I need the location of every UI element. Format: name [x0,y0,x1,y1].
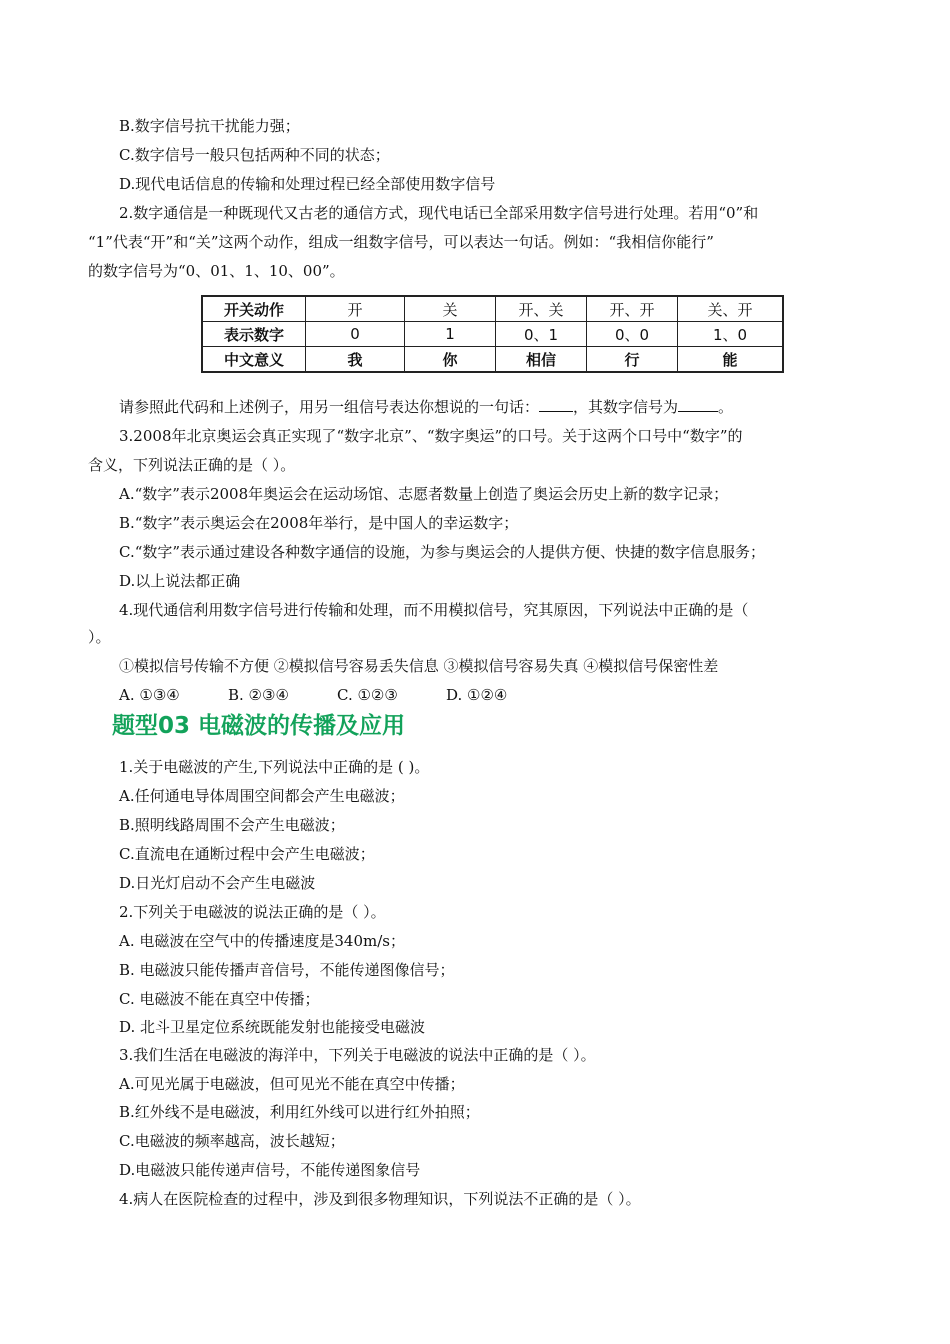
table-cell: 开 [306,296,405,322]
question-2-prompt [119,397,733,417]
table-cell: 能 [678,347,784,373]
table-cell: 你 [405,347,496,373]
section-q3-option-a: A.可见光属于电磁波，但可见光不能在真空中传播； [119,1075,465,1093]
section-q3-option-b: B.红外线不是电磁波，利用红外线可以进行红外拍照； [119,1103,480,1121]
question-3-line-2: 含义，下列说法正确的是（ ）。 [88,456,296,474]
table-cell: 开、关 [496,296,587,322]
table-cell: 开、开 [587,296,678,322]
section-q2-option-c: C. 电磁波不能在真空中传播； [119,990,320,1008]
table-cell: 1 [405,322,496,347]
section-q2-option-d: D. 北斗卫星定位系统既能发射也能接受电磁波 [119,1018,426,1036]
table-cell: 关 [405,296,496,322]
table-cell: 中文意义 [202,347,306,373]
question-2-line-3: 的数字信号为“0、01、1、10、00”。 [88,262,345,280]
section-q1-option-c: C.直流电在通断过程中会产生电磁波； [119,845,375,863]
section-q1-stem: 1.关于电磁波的产生,下列说法中正确的是 ( )。 [119,758,430,776]
option-c: C.数字信号一般只包括两种不同的状态； [119,146,390,164]
table-cell: 开关动作 [202,296,306,322]
table-row-meanings [202,347,783,373]
question-4-choice-b: B. ②③④ [228,686,289,704]
prompt-text-a: 请参照此代码和上述例子，用另一组信号表达你想说的一句话： [119,398,540,416]
table-cell: 我 [306,347,405,373]
table-cell: 相信 [496,347,587,373]
question-3-line-1: 3.2008年北京奥运会真正实现了“数字北京”、“数字奥运”的口号。关于这两个口号中“数字”的 [119,427,743,445]
question-4-choice-a: A. ①③④ [119,686,180,704]
section-q1-option-a: A.任何通电导体周围空间都会产生电磁波； [119,787,405,805]
question-4-line-1: 4.现代通信利用数字信号进行传输和处理，而不用模拟信号，究其原因，下列说法中正确的是（ [119,601,749,619]
signal-code-table [201,295,784,373]
section-q3-option-d: D.电磁波只能传递声信号，不能传递图象信号 [119,1161,421,1179]
answer-blank-signal[interactable] [678,397,718,412]
question-3-option-c: C.“数字”表示通过建设各种数字通信的设施，为参与奥运会的人提供方便、快捷的数字信息服务； [119,543,766,561]
table-cell: 0 [306,322,405,347]
section-q2-stem: 2.下列关于电磁波的说法正确的是（ ）。 [119,903,386,921]
table-row-actions [202,296,783,322]
section-title: 题型03 电磁波的传播及应用 [112,713,406,739]
table-cell: 0、0 [587,322,678,347]
question-4-line-2: ）。 [88,628,111,646]
answer-blank-sentence[interactable] [539,397,573,412]
table-cell: 关、开 [678,296,784,322]
option-b: B.数字信号抗干扰能力强； [119,117,300,135]
option-d: D.现代电话信息的传输和处理过程已经全部使用数字信号 [119,175,496,193]
section-q1-option-b: B.照明线路周围不会产生电磁波； [119,816,345,834]
question-3-option-b: B.“数字”表示奥运会在2008年举行，是中国人的幸运数字； [119,514,519,532]
table-cell: 1、0 [678,322,784,347]
question-2-line-2: “1”代表“开”和“关”这两个动作，组成一组数字信号，可以表达一句话。例如：“我相信你能行” [88,233,714,251]
table-row-numbers [202,322,783,347]
table-cell: 0、1 [496,322,587,347]
question-4-choice-c: C. ①②③ [337,686,398,704]
section-q2-option-b: B. 电磁波只能传播声音信号，不能传递图像信号； [119,961,455,979]
table-cell: 表示数字 [202,322,306,347]
prompt-text-c: 。 [718,398,734,416]
prompt-text-b: ，其数字信号为 [573,398,679,416]
question-3-option-d: D.以上说法都正确 [119,572,241,590]
section-q1-option-d: D.日光灯启动不会产生电磁波 [119,874,316,892]
section-q4-stem: 4.病人在医院检查的过程中，涉及到很多物理知识，下列说法不正确的是（ ）。 [119,1190,641,1208]
question-2-line-1: 2.数字通信是一种既现代又古老的通信方式，现代电话已全部采用数字信号进行处理。若用“0”和 [119,204,759,222]
question-4-statements: ①模拟信号传输不方便 ②模拟信号容易丢失信息 ③模拟信号容易失真 ④模拟信号保密性差 [119,657,719,675]
section-q3-stem: 3.我们生活在电磁波的海洋中，下列关于电磁波的说法中正确的是（ ）。 [119,1046,596,1064]
table-cell: 行 [587,347,678,373]
question-3-option-a: A.“数字”表示2008年奥运会在运动场馆、志愿者数量上创造了奥运会历史上新的数字记录； [119,485,729,503]
section-q3-option-c: C.电磁波的频率越高，波长越短； [119,1132,345,1150]
question-4-choice-d: D. ①②④ [446,686,508,704]
section-q2-option-a: A. 电磁波在空气中的传播速度是340m/s； [119,932,405,950]
